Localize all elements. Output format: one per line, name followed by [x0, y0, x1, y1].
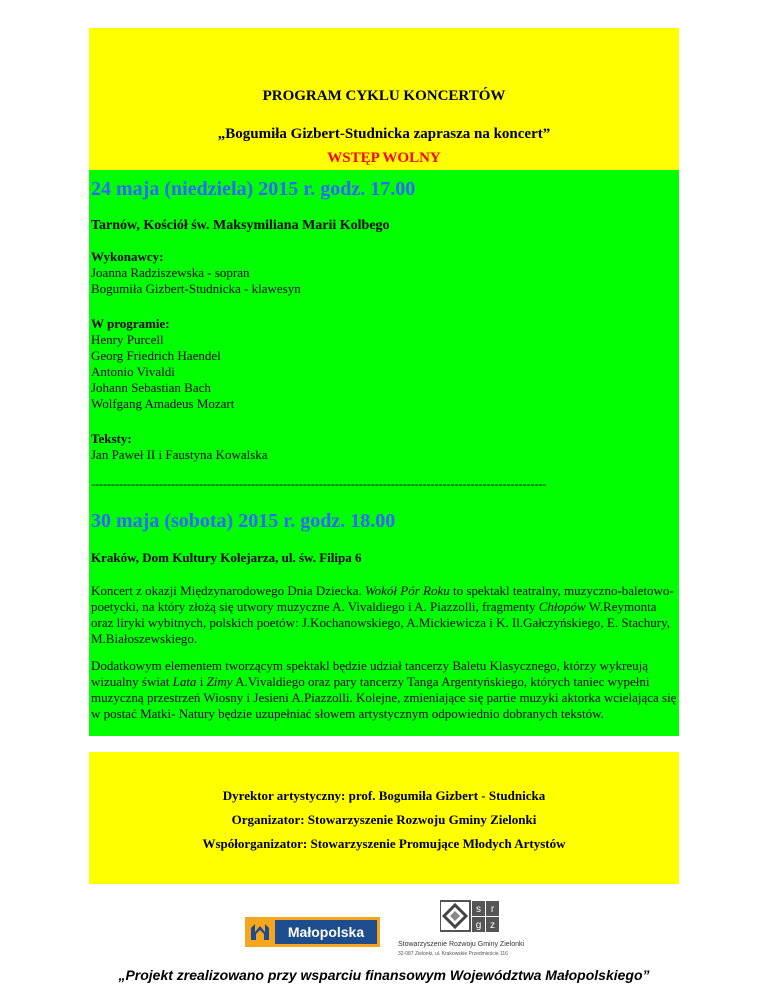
srgz-logo-icon	[440, 900, 500, 934]
page-subtitle: „Bogumiła Gizbert-Studnicka zaprasza na koncert”	[217, 126, 551, 142]
texts-label: Teksty:	[91, 431, 132, 446]
srgz-letter: z	[490, 920, 495, 931]
text-span: Dodatkowym elementem tworzącym spektakl będzie udział tancerzy Baletu Klasycznego, którzy wykreują wizualny świat	[91, 658, 648, 689]
composer: Antonio Vivaldi	[91, 364, 175, 379]
performer: Joanna Radziszewska - sopran	[91, 265, 250, 280]
srgz-address: 32-087 Zielonki, ul. Krakowskie Przedmieście 116	[398, 951, 508, 957]
program-label: W programie:	[91, 316, 170, 331]
srgz-letter: r	[490, 904, 495, 915]
srgz-letter: g	[475, 920, 482, 931]
italic-title: Wokół Pór Roku	[364, 583, 450, 598]
malopolska-emblem-icon	[249, 922, 271, 942]
composer: Henry Purcell	[91, 332, 164, 347]
organizer: Organizator: Stowarzyszenie Rozwoju Gminy Zielonki	[231, 812, 537, 827]
concert2-paragraph-2	[91, 658, 677, 722]
italic-title: Zimy	[206, 674, 233, 689]
composer: Georg Friedrich Haendel	[91, 348, 221, 363]
coorganizer: Współorganizator: Stowarzyszenie Promujące Młodych Artystów	[202, 836, 566, 851]
concert1-texts	[91, 431, 677, 463]
concerts-box	[89, 170, 679, 736]
concert2-location: Kraków, Dom Kultury Kolejarza, ul. św. Filipa 6	[91, 550, 362, 565]
text-span: Koncert z okazji Międzynarodowego Dnia Dziecka.	[91, 583, 365, 598]
organizers-box	[89, 752, 679, 884]
performers-label: Wykonawcy:	[91, 249, 164, 264]
composer: Wolfgang Amadeus Mozart	[91, 396, 235, 411]
text-span: to spektakl teatralny, muzyczno-baletowo-poetycki, na który złożą się utwory muzyczne A. Vivaldiego i A. Piazzolli, fragmenty	[91, 583, 674, 614]
separator: ------------------------------------------------------------------------------------------------------------------	[91, 477, 547, 491]
texts-authors: Jan Paweł II i Faustyna Kowalska	[91, 447, 268, 462]
srgz-letter: s	[476, 904, 481, 915]
concert1-location: Tarnów, Kościół św. Maksymiliana Marii Kolbego	[91, 218, 390, 233]
entry-notice: WSTĘP WOLNY	[327, 150, 441, 166]
funding-note: „Projekt zrealizowano przy wsparciu finansowym Województwa Małopolskiego”	[118, 967, 650, 983]
performer: Bogumiła Gizbert-Studnicka - klawesyn	[91, 281, 301, 296]
header-box	[89, 28, 679, 170]
concert2-date: 30 maja (sobota) 2015 r. godz. 18.00	[91, 510, 396, 532]
concert1-date: 24 maja (niedziela) 2015 r. godz. 17.00	[91, 178, 416, 200]
italic-title: Lata	[172, 674, 197, 689]
malopolska-label: Małopolska	[275, 920, 377, 944]
text-span: i	[196, 674, 207, 689]
text-span: A.Vivaldiego oraz pary tancerzy Tanga Argentyńskiego, których taniec wypełni muzyczną przestrzeń Wiosny i Jesieni A.Piazzolli. Kolejne, zmieniające się partie muzyki aktorka wcielająca się w postać Matki- Natury będzie uzupełniać słowem artystycznym odpowiednio dobranych tekstów.	[91, 674, 677, 721]
srgz-name: Stowarzyszenie Rozwoju Gminy Zielonki	[398, 941, 525, 948]
composer: Johann Sebastian Bach	[91, 380, 211, 395]
italic-title: Chłopów	[538, 599, 586, 614]
page-title: PROGRAM CYKLU KONCERTÓW	[262, 88, 506, 104]
text-span: W.Reymonta oraz liryki wybitnych, polskich poetów: J.Kochanowskiego, A.Mickiewicza i K. Il.Gałczyńskiego, E. Stachury, M.Białoszewskiego.	[91, 599, 670, 646]
malopolska-logo	[245, 917, 380, 947]
concert1-performers	[91, 249, 677, 297]
concert1-program	[91, 316, 677, 412]
concert2-paragraph-1	[91, 583, 677, 647]
artistic-director: Dyrektor artystyczny: prof. Bogumiła Gizbert - Studnicka	[222, 788, 546, 803]
